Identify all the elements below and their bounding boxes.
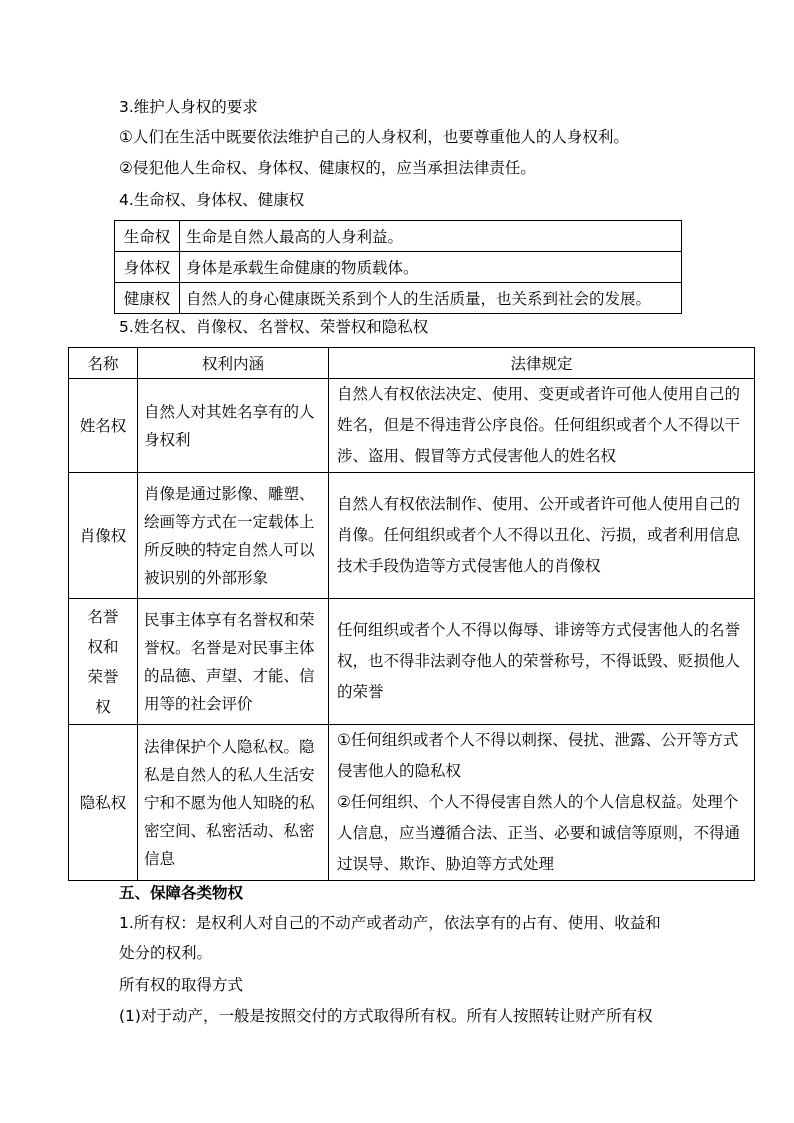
- right-name: 健康权: [115, 283, 180, 314]
- row-content: 民事主体享有名誉权和荣誉权。名誉是对民事主体的品德、声望、才能、信用等的社会评价: [138, 599, 329, 725]
- s4-title: 4.生命权、身体权、健康权: [119, 191, 305, 209]
- row-law: [329, 725, 755, 881]
- law-item-1: ①任何组织或者个人不得以刺探、侵扰、泄露、公开等方式侵害他人的隐私权: [337, 731, 739, 780]
- table-row: [115, 221, 682, 252]
- s3-point-2: ②侵犯他人生命权、身体权、健康权的，应当承担法律责任。: [119, 159, 536, 177]
- row-name: 姓名权: [69, 379, 138, 473]
- ownership-def-line-2: 处分的权利。: [119, 944, 213, 962]
- s5-title: 5.姓名权、肖像权、名誉权、荣誉权和隐私权: [119, 318, 429, 336]
- right-desc: 身体是承载生命健康的物质载体。: [180, 252, 682, 283]
- table-row: [69, 599, 755, 725]
- table-row: [115, 283, 682, 314]
- right-name: 身体权: [115, 252, 180, 283]
- ownership-acquisition-title: 所有权的取得方式: [119, 976, 244, 994]
- row-name: 肖像权: [69, 473, 138, 599]
- row-law: 自然人有权依法制作、使用、公开或者许可他人使用自己的肖像。任何组织或者个人不得以丑化、污损，或者利用信息技术手段伪造等方式侵害他人的肖像权: [329, 473, 755, 599]
- table-row: [69, 379, 755, 473]
- s3-point-1: ①人们在生活中既要依法维护自己的人身权利，也要尊重他人的人身权利。: [119, 128, 629, 146]
- table-row: [115, 252, 682, 283]
- ownership-def-line-1: 1.所有权：是权利人对自己的不动产或者动产，依法享有的占有、使用、收益和: [119, 914, 661, 932]
- row-content: 自然人对其姓名享有的人身权利: [138, 379, 329, 473]
- personality-rights-table: [68, 347, 755, 881]
- table-row: [69, 725, 755, 881]
- row-law: 自然人有权依法决定、使用、变更或者许可他人使用自己的姓名，但是不得违背公序良俗。任何组织或者个人不得以干涉、盗用、假冒等方式侵害他人的姓名权: [329, 379, 755, 473]
- life-body-health-table: [114, 220, 682, 314]
- section-heading: 五、保障各类物权: [119, 884, 244, 902]
- row-name: 隐私权: [69, 725, 138, 881]
- s3-title: 3.维护人身权的要求: [119, 98, 258, 116]
- table-row: [69, 473, 755, 599]
- header-content: 权利内涵: [138, 348, 329, 379]
- movable-property-line: (1)对于动产，一般是按照交付的方式取得所有权。所有人按照转让财产所有权: [119, 1007, 653, 1025]
- right-name: 生命权: [115, 221, 180, 252]
- row-law: 任何组织或者个人不得以侮辱、诽谤等方式侵害他人的名誉权，也不得非法剥夺他人的荣誉称号，不得诋毁、贬损他人的荣誉: [329, 599, 755, 725]
- header-law: 法律规定: [329, 348, 755, 379]
- row-content: 肖像是通过影像、雕塑、绘画等方式在一定载体上所反映的特定自然人可以被识别的外部形象: [138, 473, 329, 599]
- table-header-row: [69, 348, 755, 379]
- row-name: [69, 599, 138, 725]
- right-desc: 生命是自然人最高的人身利益。: [180, 221, 682, 252]
- law-item-2: ②任何组织、个人不得侵害自然人的个人信息权益。处理个人信息，应当遵循合法、正当、必要和诚信等原则，不得通过误导、欺诈、胁迫等方式处理: [337, 793, 741, 873]
- row-content: 法律保护个人隐私权。隐私是自然人的私人生活安宁和不愿为他人知晓的私密空间、私密活动、私密信息: [138, 725, 329, 881]
- right-desc: 自然人的身心健康既关系到个人的生活质量，也关系到社会的发展。: [180, 283, 682, 314]
- row-name-text: 名誉权和荣誉权: [87, 607, 119, 716]
- header-name: 名称: [69, 348, 138, 379]
